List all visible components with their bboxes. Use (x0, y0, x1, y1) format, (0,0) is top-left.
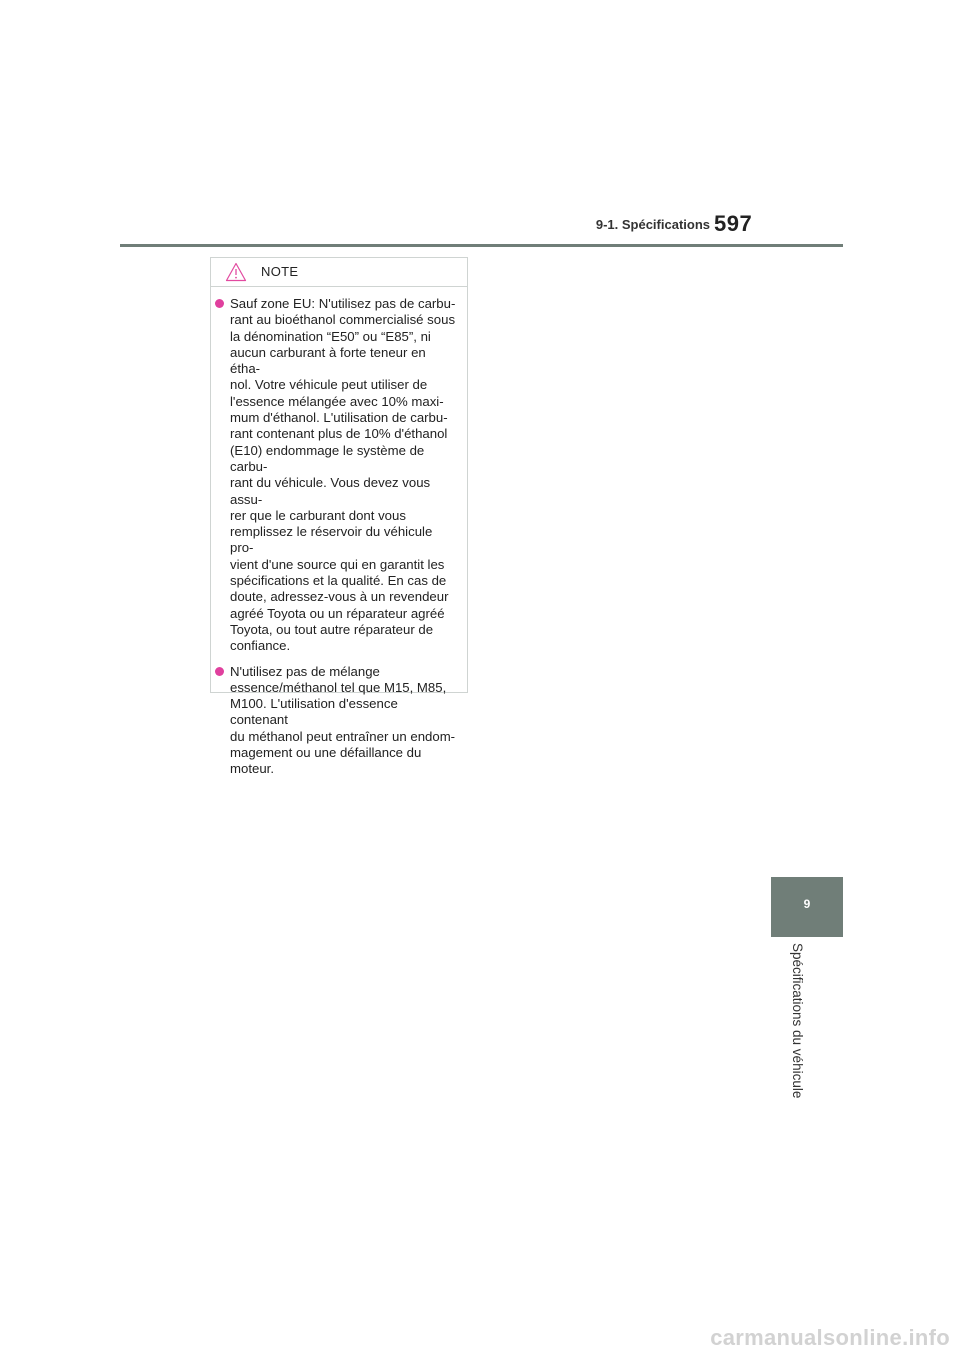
note-line: doute, adressez-vous à un revendeur (230, 589, 449, 605)
note-line: nol. Votre véhicule peut utiliser de (230, 377, 428, 393)
note-line: N'utilisez pas de mélange (230, 663, 380, 679)
note-line: moteur. (230, 761, 274, 777)
note-line: Toyota, ou tout autre réparateur de (230, 621, 434, 637)
note-line: (E10) endommage le système de carbu- (230, 442, 425, 474)
note-line: Sauf zone EU: N'utilisez pas de carbu- (230, 296, 456, 311)
note-line: rant contenant plus de 10% d'éthanol (230, 426, 448, 442)
note-line: rer que le carburant dont vous (230, 507, 406, 523)
header-divider (120, 244, 843, 247)
note-line: mum d'éthanol. L'utilisation de carbu- (230, 410, 448, 426)
note-line: rant au bioéthanol commercialisé sous (230, 312, 456, 328)
bullet-icon (215, 667, 224, 676)
note-line: l'essence mélangée avec 10% maxi- (230, 393, 444, 409)
note-line: aucun carburant à forte teneur en étha- (230, 344, 426, 377)
chapter-tab (771, 877, 843, 937)
chapter-label: Spécifications du véhicule (790, 943, 805, 1099)
note-line: magement ou une défaillance du (230, 745, 422, 761)
note-title: NOTE (261, 264, 299, 279)
section-title: 9-1. Spécifications (595, 217, 710, 232)
note-line: rant du véhicule. Vous devez vous assu- (230, 475, 431, 507)
watermark: carmanualsonline.info (710, 1325, 950, 1350)
bullet-icon (215, 299, 224, 308)
note-item-ethanol (215, 296, 457, 655)
page-number: 597 (714, 211, 753, 236)
note-line: remplissez le réservoir du véhicule pro- (230, 524, 433, 556)
note-line: du méthanol peut entraîner un endom- (230, 728, 456, 744)
note-item-methanol (215, 664, 457, 778)
note-line: essence/méthanol tel que M15, M85, (230, 679, 447, 695)
note-box (210, 257, 468, 777)
note-header (211, 258, 467, 287)
note-line: la dénomination “E50” ou “E85”, ni (230, 328, 431, 344)
chapter-number: 9 (803, 897, 811, 911)
note-body (211, 287, 467, 778)
note-line: spécifications et la qualité. En cas de (230, 573, 447, 589)
note-line: agréé Toyota ou un réparateur agréé (230, 605, 445, 621)
warning-triangle-icon (225, 262, 247, 282)
note-line: confiance. (230, 638, 291, 654)
note-line: M100. L'utilisation d'essence contenant (230, 696, 398, 728)
note-line: vient d'une source qui en garantit les (230, 556, 445, 572)
